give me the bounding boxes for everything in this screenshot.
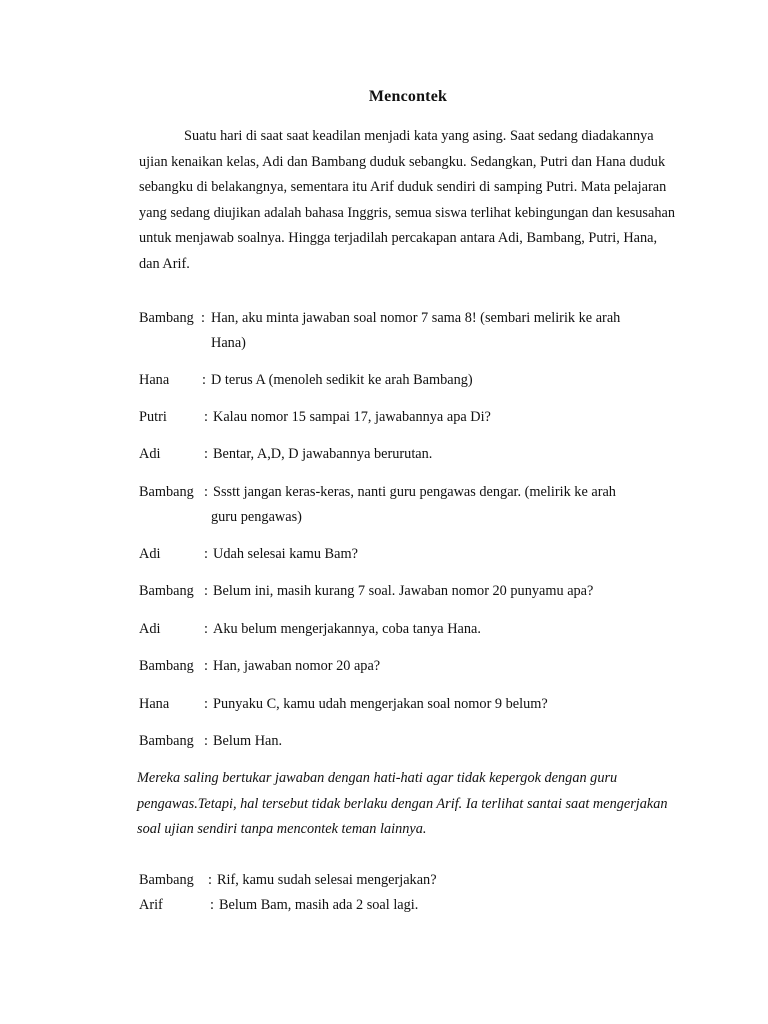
intro-text: Suatu hari di saat saat keadilan menjadi kata yang asing. Saat sedang diadakannya ujian kenaikan kelas, Adi dan Bambang duduk sebangku. Sedangkan, Putri dan Hana duduk sebangku di belakangnya, sementara itu Arif duduk sendiri di samping Putri. Mata pelajaran yang sedang diujikan adalah bahasa Inggris, semua siswa terlihat kebingungan dan kesusahan untuk menjawab soalnya. Hingga terjadilah percakapan antara Adi, Bambang, Putri, Hana, dan Arif. <box>139 128 675 272</box>
colon: : <box>208 872 212 888</box>
speaker-name: Adi <box>139 446 161 462</box>
colon: : <box>204 546 208 562</box>
speech-text: Belum ini, masih kurang 7 soal. Jawaban nomor 20 punyamu apa? <box>213 583 594 599</box>
speaker-name: Bambang <box>139 872 194 888</box>
speech-text: Belum Bam, masih ada 2 soal lagi. <box>219 897 419 913</box>
colon: : <box>204 658 208 674</box>
speech-text: D terus A (menoleh sedikit ke arah Bambang) <box>211 372 473 388</box>
speaker-name: Adi <box>139 546 161 562</box>
speaker-name: Arif <box>139 897 163 913</box>
speech-text: Bentar, A,D, D jawabannya berurutan. <box>213 446 433 462</box>
speech-text: Udah selesai kamu Bam? <box>213 546 358 562</box>
speaker-name: Bambang <box>139 733 194 749</box>
speaker-name: Bambang <box>139 583 194 599</box>
speaker-name: Bambang <box>139 658 194 674</box>
speech-text: Punyaku C, kamu udah mengerjakan soal nomor 9 belum? <box>213 696 548 712</box>
colon: : <box>204 446 208 462</box>
speaker-name: Bambang <box>139 310 194 326</box>
intro-paragraph <box>139 124 679 278</box>
speaker-name: Adi <box>139 621 161 637</box>
speaker-name: Putri <box>139 409 167 425</box>
speaker-name: Bambang <box>139 484 194 500</box>
speech-text: Ssstt jangan keras-keras, nanti guru pengawas dengar. (melirik ke arah <box>213 484 616 500</box>
colon: : <box>204 733 208 749</box>
speech-text-cont: Hana) <box>211 335 246 351</box>
speaker-name: Hana <box>139 696 170 712</box>
speech-text: Belum Han. <box>213 733 283 749</box>
colon: : <box>204 583 208 599</box>
speech-text: Han, aku minta jawaban soal nomor 7 sama 8! (sembari melirik ke arah <box>211 310 621 326</box>
colon: : <box>204 409 208 425</box>
colon: : <box>210 897 214 913</box>
speaker-name: Hana <box>139 372 170 388</box>
colon: : <box>201 310 205 326</box>
narration-paragraph: Mereka saling bertukar jawaban dengan hati-hati agar tidak kepergok dengan guru pengawas.Tetapi, hal tersebut tidak berlaku dengan Arif. Ia terlihat santai saat mengerjakan soal ujian sendiri tanpa mencontek teman lainnya. <box>137 770 668 837</box>
colon: : <box>204 696 208 712</box>
colon: : <box>202 372 206 388</box>
speech-text: Rif, kamu sudah selesai mengerjakan? <box>217 872 437 888</box>
speech-text: Kalau nomor 15 sampai 17, jawabannya apa Di? <box>213 409 491 425</box>
document-title: Mencontek <box>368 88 448 105</box>
speech-text: Han, jawaban nomor 20 apa? <box>213 658 381 674</box>
colon: : <box>204 621 208 637</box>
speech-text: Aku belum mengerjakannya, coba tanya Hana. <box>213 621 481 637</box>
colon: : <box>204 484 208 500</box>
speech-text-cont: guru pengawas) <box>211 509 302 525</box>
